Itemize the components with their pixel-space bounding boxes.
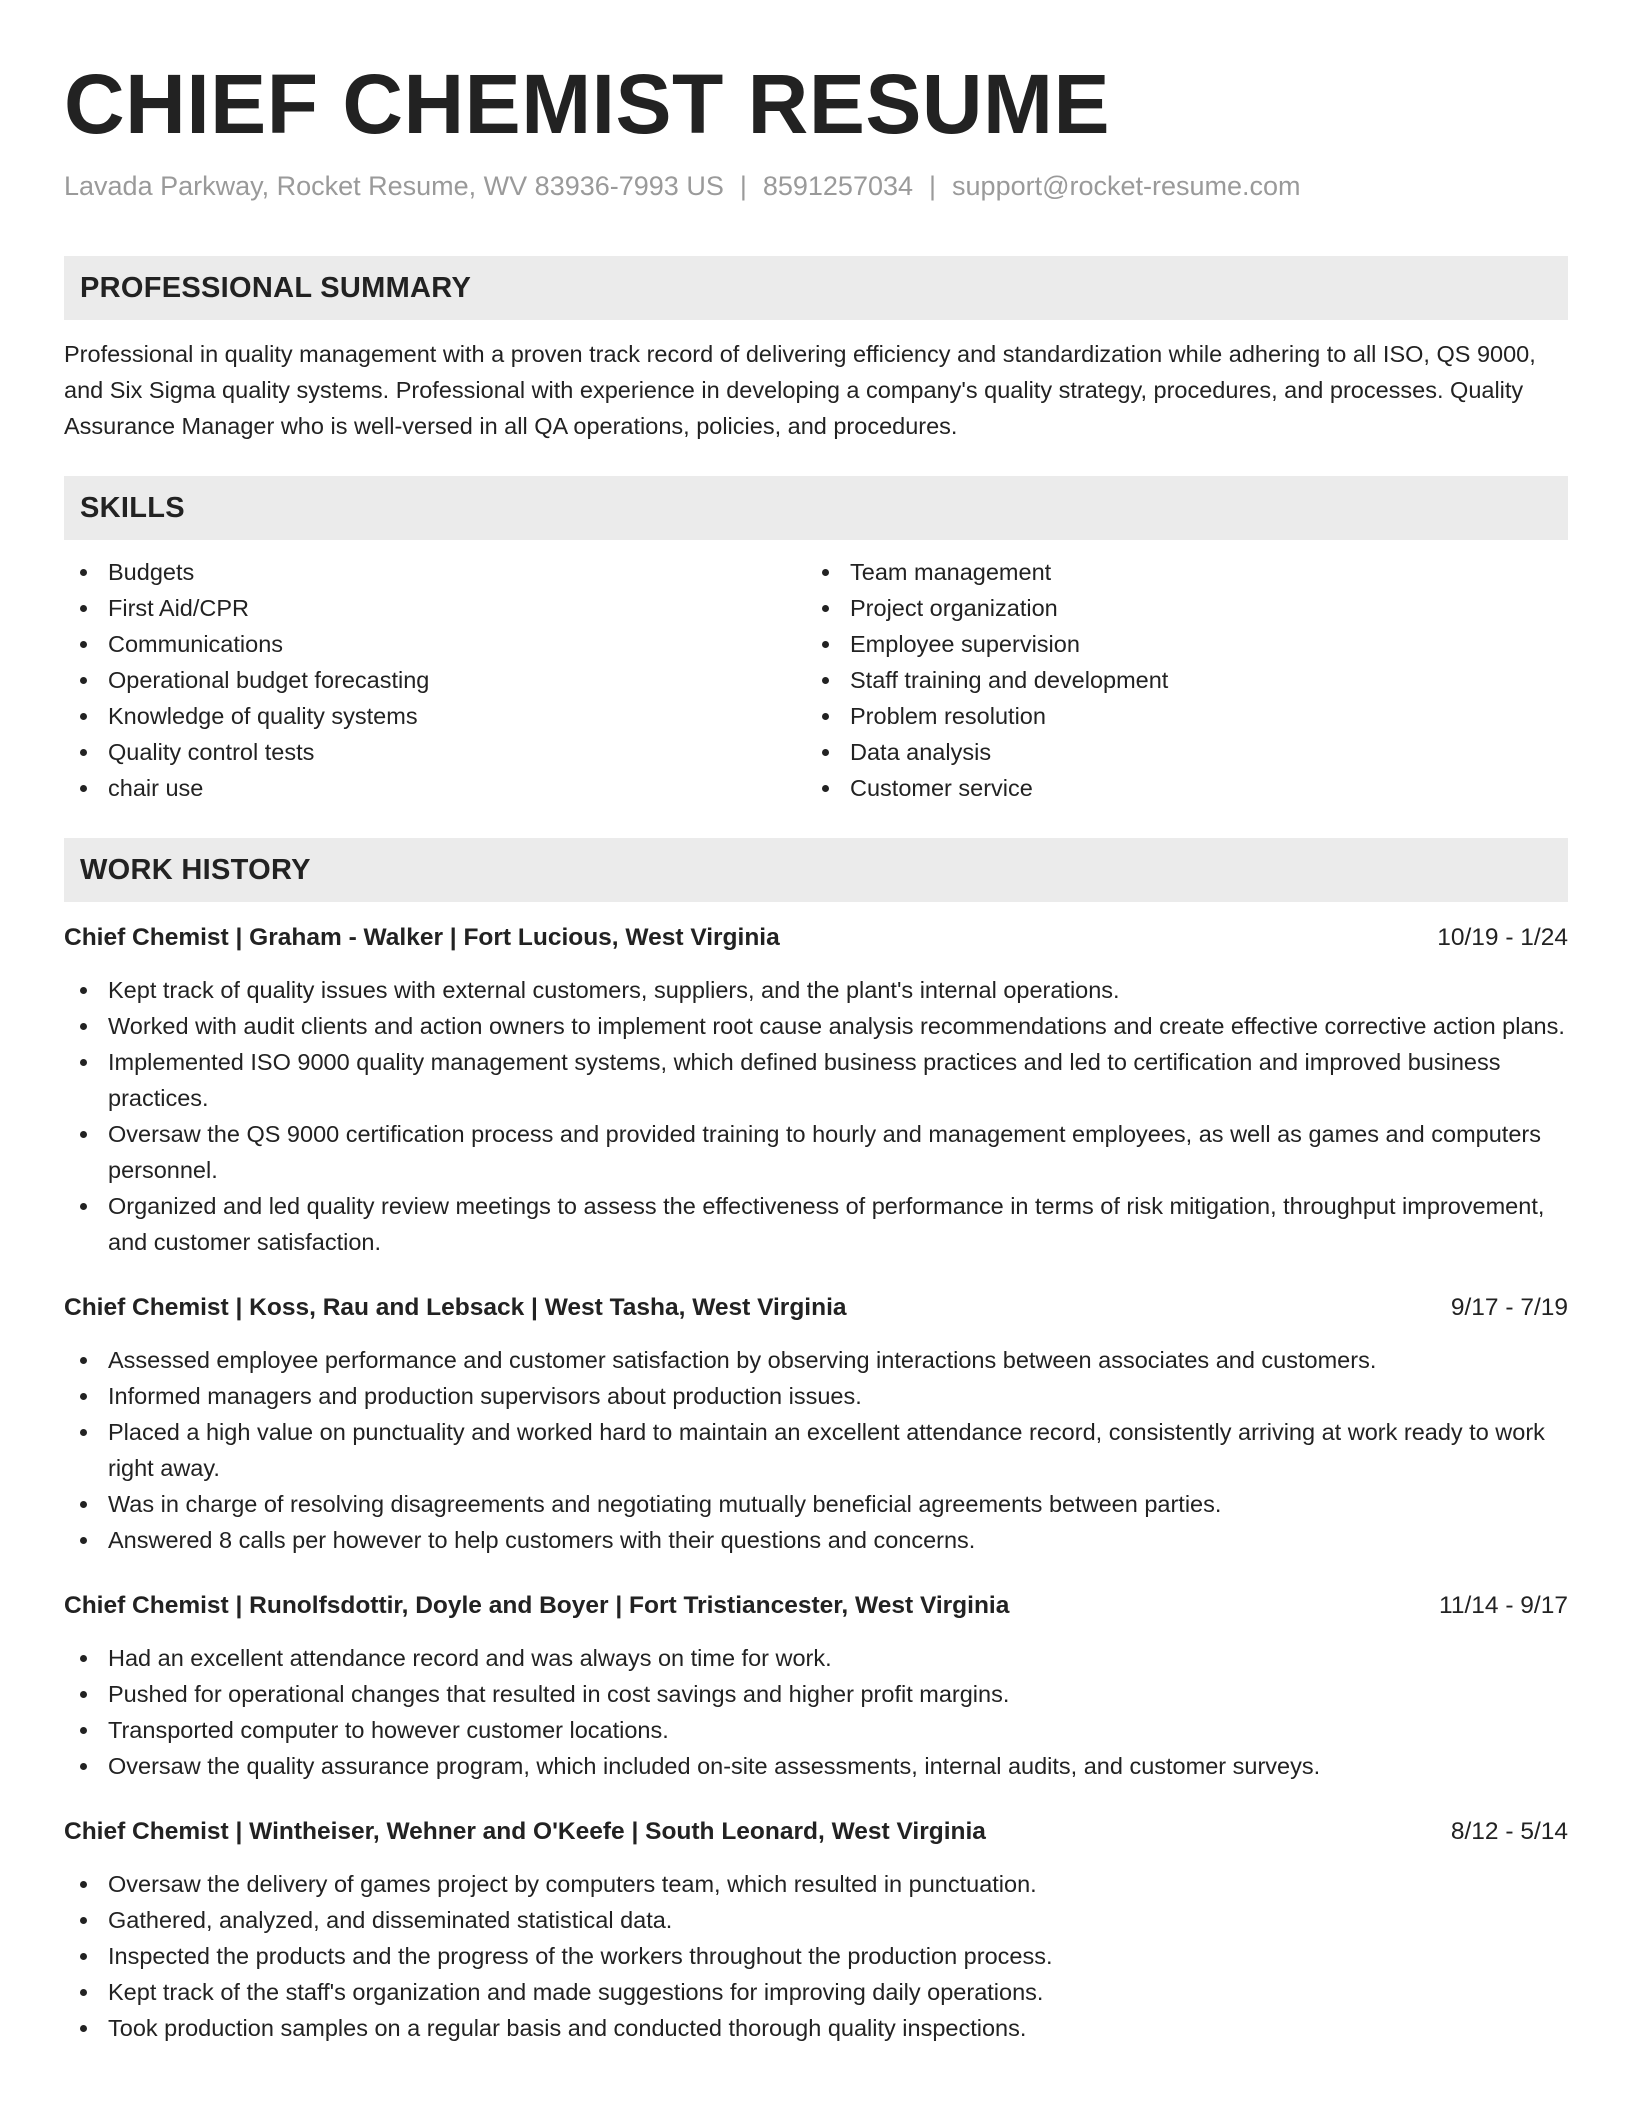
- list-item: [64, 1188, 1568, 1260]
- list-item-text: Oversaw the QS 9000 certification process and provided training to hourly and management employees, as well as games and computers personnel.: [108, 1121, 1541, 1183]
- list-item: [806, 698, 1548, 734]
- bullet-icon: [822, 785, 829, 792]
- list-item: [64, 1522, 1568, 1558]
- list-item: [64, 662, 806, 698]
- list-item-text: Took production samples on a regular basis and conducted thorough quality inspections.: [108, 2015, 1027, 2041]
- contact-separator: |: [739, 171, 747, 201]
- bullet-icon: [822, 569, 829, 576]
- contact-phone: 8591257034: [762, 171, 914, 201]
- job-header: [64, 1290, 1568, 1326]
- list-item: [64, 1044, 1568, 1116]
- list-item: [806, 662, 1548, 698]
- skills-right-column: [806, 554, 1548, 806]
- list-item-text: Data analysis: [850, 739, 992, 765]
- bullet-icon: [80, 1131, 87, 1138]
- list-item-text: Staff training and development: [850, 667, 1169, 693]
- skills-heading: SKILLS: [64, 476, 1568, 540]
- bullet-icon: [80, 1501, 87, 1508]
- bullet-icon: [80, 1881, 87, 1888]
- contact-email: support@rocket-resume.com: [952, 171, 1301, 201]
- work-history-list: [64, 920, 1568, 2046]
- list-item-text: Budgets: [108, 559, 195, 585]
- list-item-text: Communications: [108, 631, 284, 657]
- list-item-text: Answered 8 calls per however to help customers with their questions and concerns.: [108, 1527, 976, 1553]
- bullet-icon: [80, 2025, 87, 2032]
- bullet-icon: [80, 569, 87, 576]
- job-title: Chief Chemist | Wintheiser, Wehner and O'Keefe | South Leonard, West Virginia: [64, 1818, 986, 1845]
- list-item: [64, 1640, 1568, 1676]
- list-item-text: First Aid/CPR: [108, 595, 250, 621]
- bullet-icon: [80, 987, 87, 994]
- job-entry: [64, 920, 1568, 1260]
- list-item: [806, 626, 1548, 662]
- skills-columns: [64, 554, 1568, 806]
- list-item-text: Project organization: [850, 595, 1058, 621]
- bullet-icon: [822, 605, 829, 612]
- job-bullets: [64, 1866, 1568, 2046]
- list-item-text: Implemented ISO 9000 quality management systems, which defined business practices and led to certification and improved business practices.: [108, 1049, 1501, 1111]
- list-item-text: Transported computer to however customer locations.: [108, 1717, 669, 1743]
- summary-text: Professional in quality management with a proven track record of delivering efficiency and standardization while adhering to all ISO, QS 9000, and Six Sigma quality systems. Professional with experience in developing a company's quality strategy, procedures, and processes. Quality Assurance Manager who is well-versed in all QA operations, policies, and procedures.: [64, 341, 1536, 439]
- list-item: [64, 1378, 1568, 1414]
- list-item: [64, 1116, 1568, 1188]
- job-header: [64, 920, 1568, 956]
- list-item: [806, 554, 1548, 590]
- list-item-text: Problem resolution: [850, 703, 1046, 729]
- bullet-icon: [80, 1727, 87, 1734]
- bullet-icon: [80, 1763, 87, 1770]
- list-item-text: Inspected the products and the progress of the workers throughout the production process.: [108, 1943, 1053, 1969]
- bullet-icon: [80, 1429, 87, 1436]
- list-item-text: Had an excellent attendance record and was always on time for work.: [108, 1645, 832, 1671]
- list-item: [64, 698, 806, 734]
- job-header: [64, 1814, 1568, 1850]
- job-header: [64, 1588, 1568, 1624]
- list-item-text: Customer service: [850, 775, 1033, 801]
- bullet-icon: [822, 749, 829, 756]
- list-item-text: Team management: [850, 559, 1052, 585]
- bullet-icon: [80, 1059, 87, 1066]
- bullet-icon: [80, 1989, 87, 1996]
- job-title: Chief Chemist | Runolfsdottir, Doyle and Boyer | Fort Tristiancester, West Virginia: [64, 1592, 1010, 1619]
- list-item-text: Pushed for operational changes that resulted in cost savings and higher profit margins.: [108, 1681, 1010, 1707]
- list-item-text: Placed a high value on punctuality and worked hard to maintain an excellent attendance record, consistently arriving at work ready to work right away.: [108, 1419, 1545, 1481]
- list-item: [64, 1866, 1568, 1902]
- contact-line: [64, 168, 1568, 204]
- bullet-icon: [80, 677, 87, 684]
- list-item-text: Informed managers and production supervisors about production issues.: [108, 1383, 862, 1409]
- list-item-text: Knowledge of quality systems: [108, 703, 418, 729]
- list-item: [64, 1938, 1568, 1974]
- list-item-text: Kept track of quality issues with external customers, suppliers, and the plant's internal operations.: [108, 977, 1120, 1003]
- list-item-text: Oversaw the quality assurance program, which included on-site assessments, internal audits, and customer surveys.: [108, 1753, 1321, 1779]
- list-item: [64, 1712, 1568, 1748]
- summary-heading: PROFESSIONAL SUMMARY: [64, 256, 1568, 320]
- job-title: Chief Chemist | Koss, Rau and Lebsack | West Tasha, West Virginia: [64, 1294, 847, 1321]
- job-bullets: [64, 972, 1568, 1260]
- list-item-text: Oversaw the delivery of games project by computers team, which resulted in punctuation.: [108, 1871, 1037, 1897]
- list-item: [64, 1676, 1568, 1712]
- list-item-text: Quality control tests: [108, 739, 315, 765]
- list-item: [64, 2010, 1568, 2046]
- bullet-icon: [80, 641, 87, 648]
- list-item-text: Kept track of the staff's organization and made suggestions for improving daily operations.: [108, 1979, 1044, 2005]
- job-entry: [64, 1814, 1568, 2046]
- bullet-icon: [80, 1023, 87, 1030]
- job-dates: 11/14 - 9/17: [1439, 1592, 1568, 1619]
- bullet-icon: [80, 1393, 87, 1400]
- job-entry: [64, 1290, 1568, 1558]
- bullet-icon: [822, 713, 829, 720]
- list-item: [64, 590, 806, 626]
- bullet-icon: [80, 1655, 87, 1662]
- list-item-text: Worked with audit clients and action owners to implement root cause analysis recommendations and create effective corrective action plans.: [108, 1013, 1565, 1039]
- list-item: [64, 770, 806, 806]
- list-item: [64, 1414, 1568, 1486]
- job-entry: [64, 1588, 1568, 1784]
- bullet-icon: [80, 785, 87, 792]
- bullet-icon: [80, 1357, 87, 1364]
- list-item: [806, 770, 1548, 806]
- list-item: [64, 1974, 1568, 2010]
- list-item-text: Gathered, analyzed, and disseminated statistical data.: [108, 1907, 673, 1933]
- list-item-text: Operational budget forecasting: [108, 667, 430, 693]
- job-bullets: [64, 1342, 1568, 1558]
- list-item: [64, 1486, 1568, 1522]
- job-title: Chief Chemist | Graham - Walker | Fort Lucious, West Virginia: [64, 924, 780, 951]
- bullet-icon: [80, 1537, 87, 1544]
- bullet-icon: [80, 605, 87, 612]
- list-item: [64, 972, 1568, 1008]
- skills-left-column: [64, 554, 806, 806]
- contact-separator: |: [929, 171, 937, 201]
- list-item: [64, 734, 806, 770]
- list-item: [64, 1902, 1568, 1938]
- list-item: [64, 626, 806, 662]
- job-dates: 9/17 - 7/19: [1450, 1294, 1568, 1321]
- bullet-icon: [80, 1203, 87, 1210]
- contact-address: Lavada Parkway, Rocket Resume, WV 83936-7993 US: [64, 171, 724, 201]
- bullet-icon: [822, 677, 829, 684]
- bullet-icon: [80, 749, 87, 756]
- bullet-icon: [822, 641, 829, 648]
- list-item: [64, 554, 806, 590]
- list-item: [64, 1342, 1568, 1378]
- job-bullets: [64, 1640, 1568, 1784]
- bullet-icon: [80, 1953, 87, 1960]
- bullet-icon: [80, 1691, 87, 1698]
- list-item-text: Organized and led quality review meetings to assess the effectiveness of performance in terms of risk mitigation, throughput improvement, and customer satisfaction.: [108, 1193, 1545, 1255]
- list-item: [806, 734, 1548, 770]
- work-history-heading: WORK HISTORY: [64, 838, 1568, 902]
- list-item-text: Employee supervision: [850, 631, 1080, 657]
- job-dates: 10/19 - 1/24: [1437, 924, 1568, 951]
- list-item: [64, 1008, 1568, 1044]
- resume-title: CHIEF CHEMIST RESUME: [64, 57, 1111, 151]
- bullet-icon: [80, 713, 87, 720]
- bullet-icon: [80, 1917, 87, 1924]
- job-dates: 8/12 - 5/14: [1450, 1818, 1568, 1845]
- list-item-text: Was in charge of resolving disagreements and negotiating mutually beneficial agreements between parties.: [108, 1491, 1222, 1517]
- list-item: [64, 1748, 1568, 1784]
- list-item-text: chair use: [108, 775, 204, 801]
- list-item-text: Assessed employee performance and customer satisfaction by observing interactions between associates and customers.: [108, 1347, 1377, 1373]
- list-item: [806, 590, 1548, 626]
